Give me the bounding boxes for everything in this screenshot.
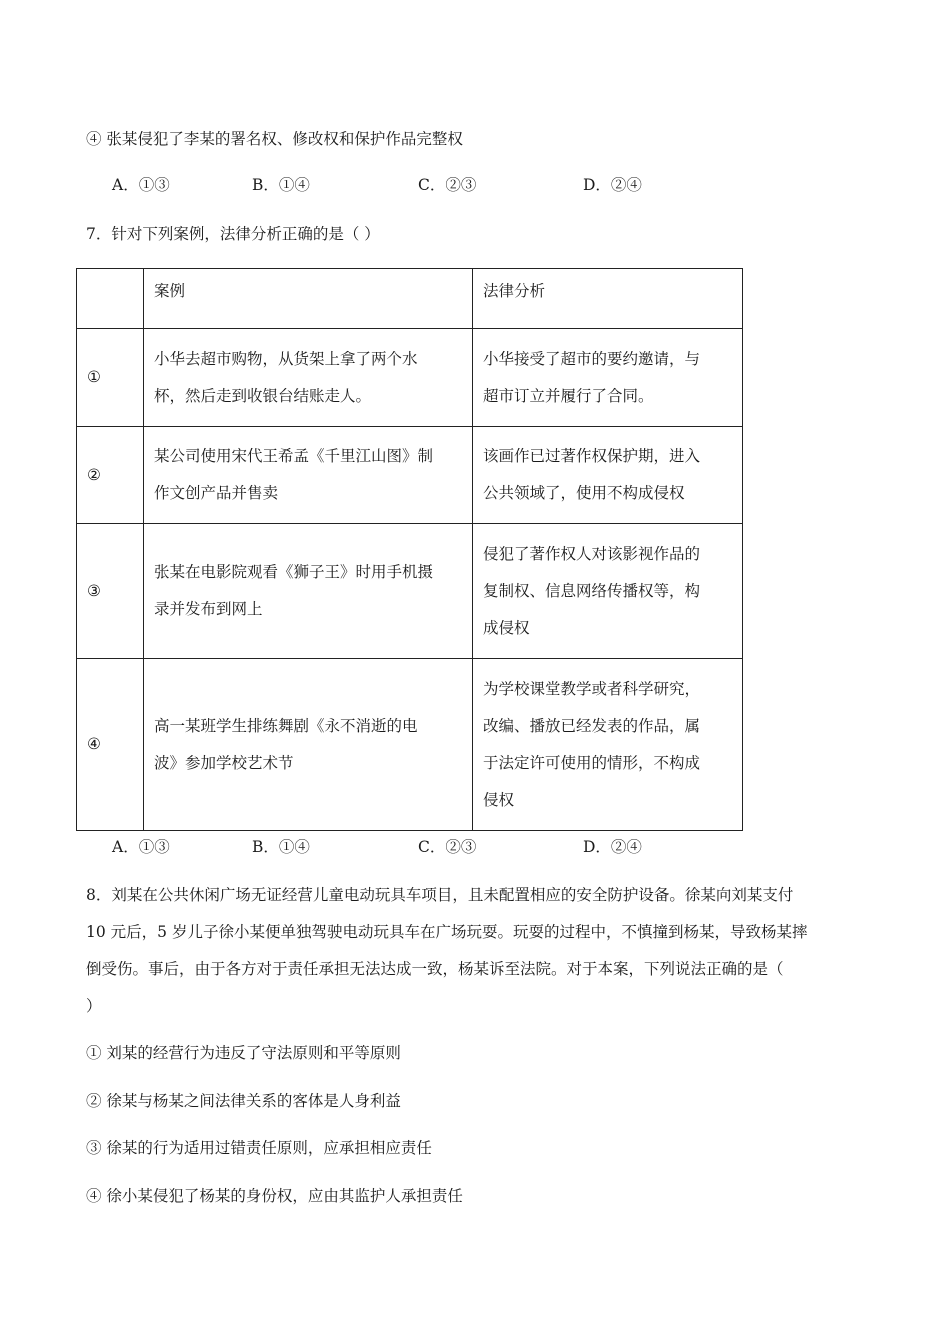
prev-option-a[interactable]: A．①③ <box>112 176 170 194</box>
q8-item-1: ① 刘某的经营行为违反了守法原则和平等原则 <box>86 1044 401 1062</box>
header-blank <box>77 269 144 329</box>
q8-stem-line: 10 元后，5 岁儿子徐小某便单独驾驶电动玩具车在广场玩耍。玩耍的过程中，不慎撞到杨某，导致杨某摔 <box>86 923 808 941</box>
q8-item-4: ④ 徐小某侵犯了杨某的身份权，应由其监护人承担责任 <box>86 1187 463 1205</box>
analysis-cell <box>473 524 743 659</box>
table-row <box>77 524 743 659</box>
q8-stem-line: 8．刘某在公共休闲广场无证经营儿童电动玩具车项目，且未配置相应的安全防护设备。徐某向刘某支付 <box>86 886 794 904</box>
analysis-line: 小华接受了超市的要约邀请，与 <box>483 349 701 368</box>
q7-stem: 7．针对下列案例，法律分析正确的是（ ） <box>86 225 380 243</box>
case-cell <box>144 329 473 427</box>
q8-stem-line: ） <box>86 997 102 1015</box>
analysis-line: 超市订立并履行了合同。 <box>483 386 654 405</box>
analysis-line: 侵权 <box>483 790 515 809</box>
case-line: 杯，然后走到收银台结账走人。 <box>154 386 372 405</box>
case-line: 小华去超市购物，从货架上拿了两个水 <box>154 349 418 368</box>
analysis-line: 该画作已过著作权保护期，进入 <box>483 447 701 465</box>
q7-option-b[interactable]: B．①④ <box>252 838 310 856</box>
row-number: ④ <box>77 659 144 831</box>
q8-item-3: ③ 徐某的行为适用过错责任原则，应承担相应责任 <box>86 1139 432 1157</box>
analysis-line: 复制权、信息网络传播权等，构 <box>483 581 701 600</box>
case-line: 作文创产品并售卖 <box>154 484 279 502</box>
analysis-line: 公共领域了，使用不构成侵权 <box>483 484 685 502</box>
table-row <box>77 659 743 831</box>
analysis-cell <box>473 659 743 831</box>
q8-item-2: ② 徐某与杨某之间法律关系的客体是人身利益 <box>86 1092 401 1110</box>
case-line: 录并发布到网上 <box>154 600 263 618</box>
analysis-line: 为学校课堂教学或者科学研究， <box>483 679 701 698</box>
case-table <box>76 268 743 831</box>
case-cell <box>144 524 473 659</box>
q8-stem-line: 倒受伤。事后，由于各方对于责任承担无法达成一致，杨某诉至法院。对于本案，下列说法正确的是（ <box>86 960 784 978</box>
case-line: 波》参加学校艺术节 <box>154 753 294 772</box>
analysis-cell <box>473 329 743 427</box>
analysis-line: 改编、播放已经发表的作品，属 <box>483 716 701 735</box>
case-cell <box>144 659 473 831</box>
table-row <box>77 427 743 524</box>
case-cell <box>144 427 473 524</box>
analysis-line: 成侵权 <box>483 618 530 637</box>
case-line: 某公司使用宋代王希孟《千里江山图》制 <box>154 447 434 465</box>
analysis-line: 侵犯了著作权人对该影视作品的 <box>483 544 701 563</box>
table-row <box>77 329 743 427</box>
row-number: ③ <box>77 524 144 659</box>
analysis-cell <box>473 427 743 524</box>
prev-option-d[interactable]: D．②④ <box>583 176 642 194</box>
case-line: 张某在电影院观看《狮子王》时用手机摄 <box>154 563 434 581</box>
analysis-line: 于法定许可使用的情形，不构成 <box>483 753 701 772</box>
q7-option-d[interactable]: D．②④ <box>583 838 642 856</box>
prev-option-c[interactable]: C．②③ <box>418 176 477 194</box>
q7-option-c[interactable]: C．②③ <box>418 838 477 856</box>
table-header-row <box>77 269 743 329</box>
prev-item-4: ④ 张某侵犯了李某的署名权、修改权和保护作品完整权 <box>86 130 463 148</box>
header-analysis: 法律分析 <box>473 269 743 329</box>
prev-option-b[interactable]: B．①④ <box>252 176 310 194</box>
case-line: 高一某班学生排练舞剧《永不消逝的电 <box>154 716 418 735</box>
q7-option-a[interactable]: A．①③ <box>112 838 170 856</box>
header-case: 案例 <box>144 269 473 329</box>
row-number: ① <box>77 329 144 427</box>
row-number: ② <box>77 427 144 524</box>
